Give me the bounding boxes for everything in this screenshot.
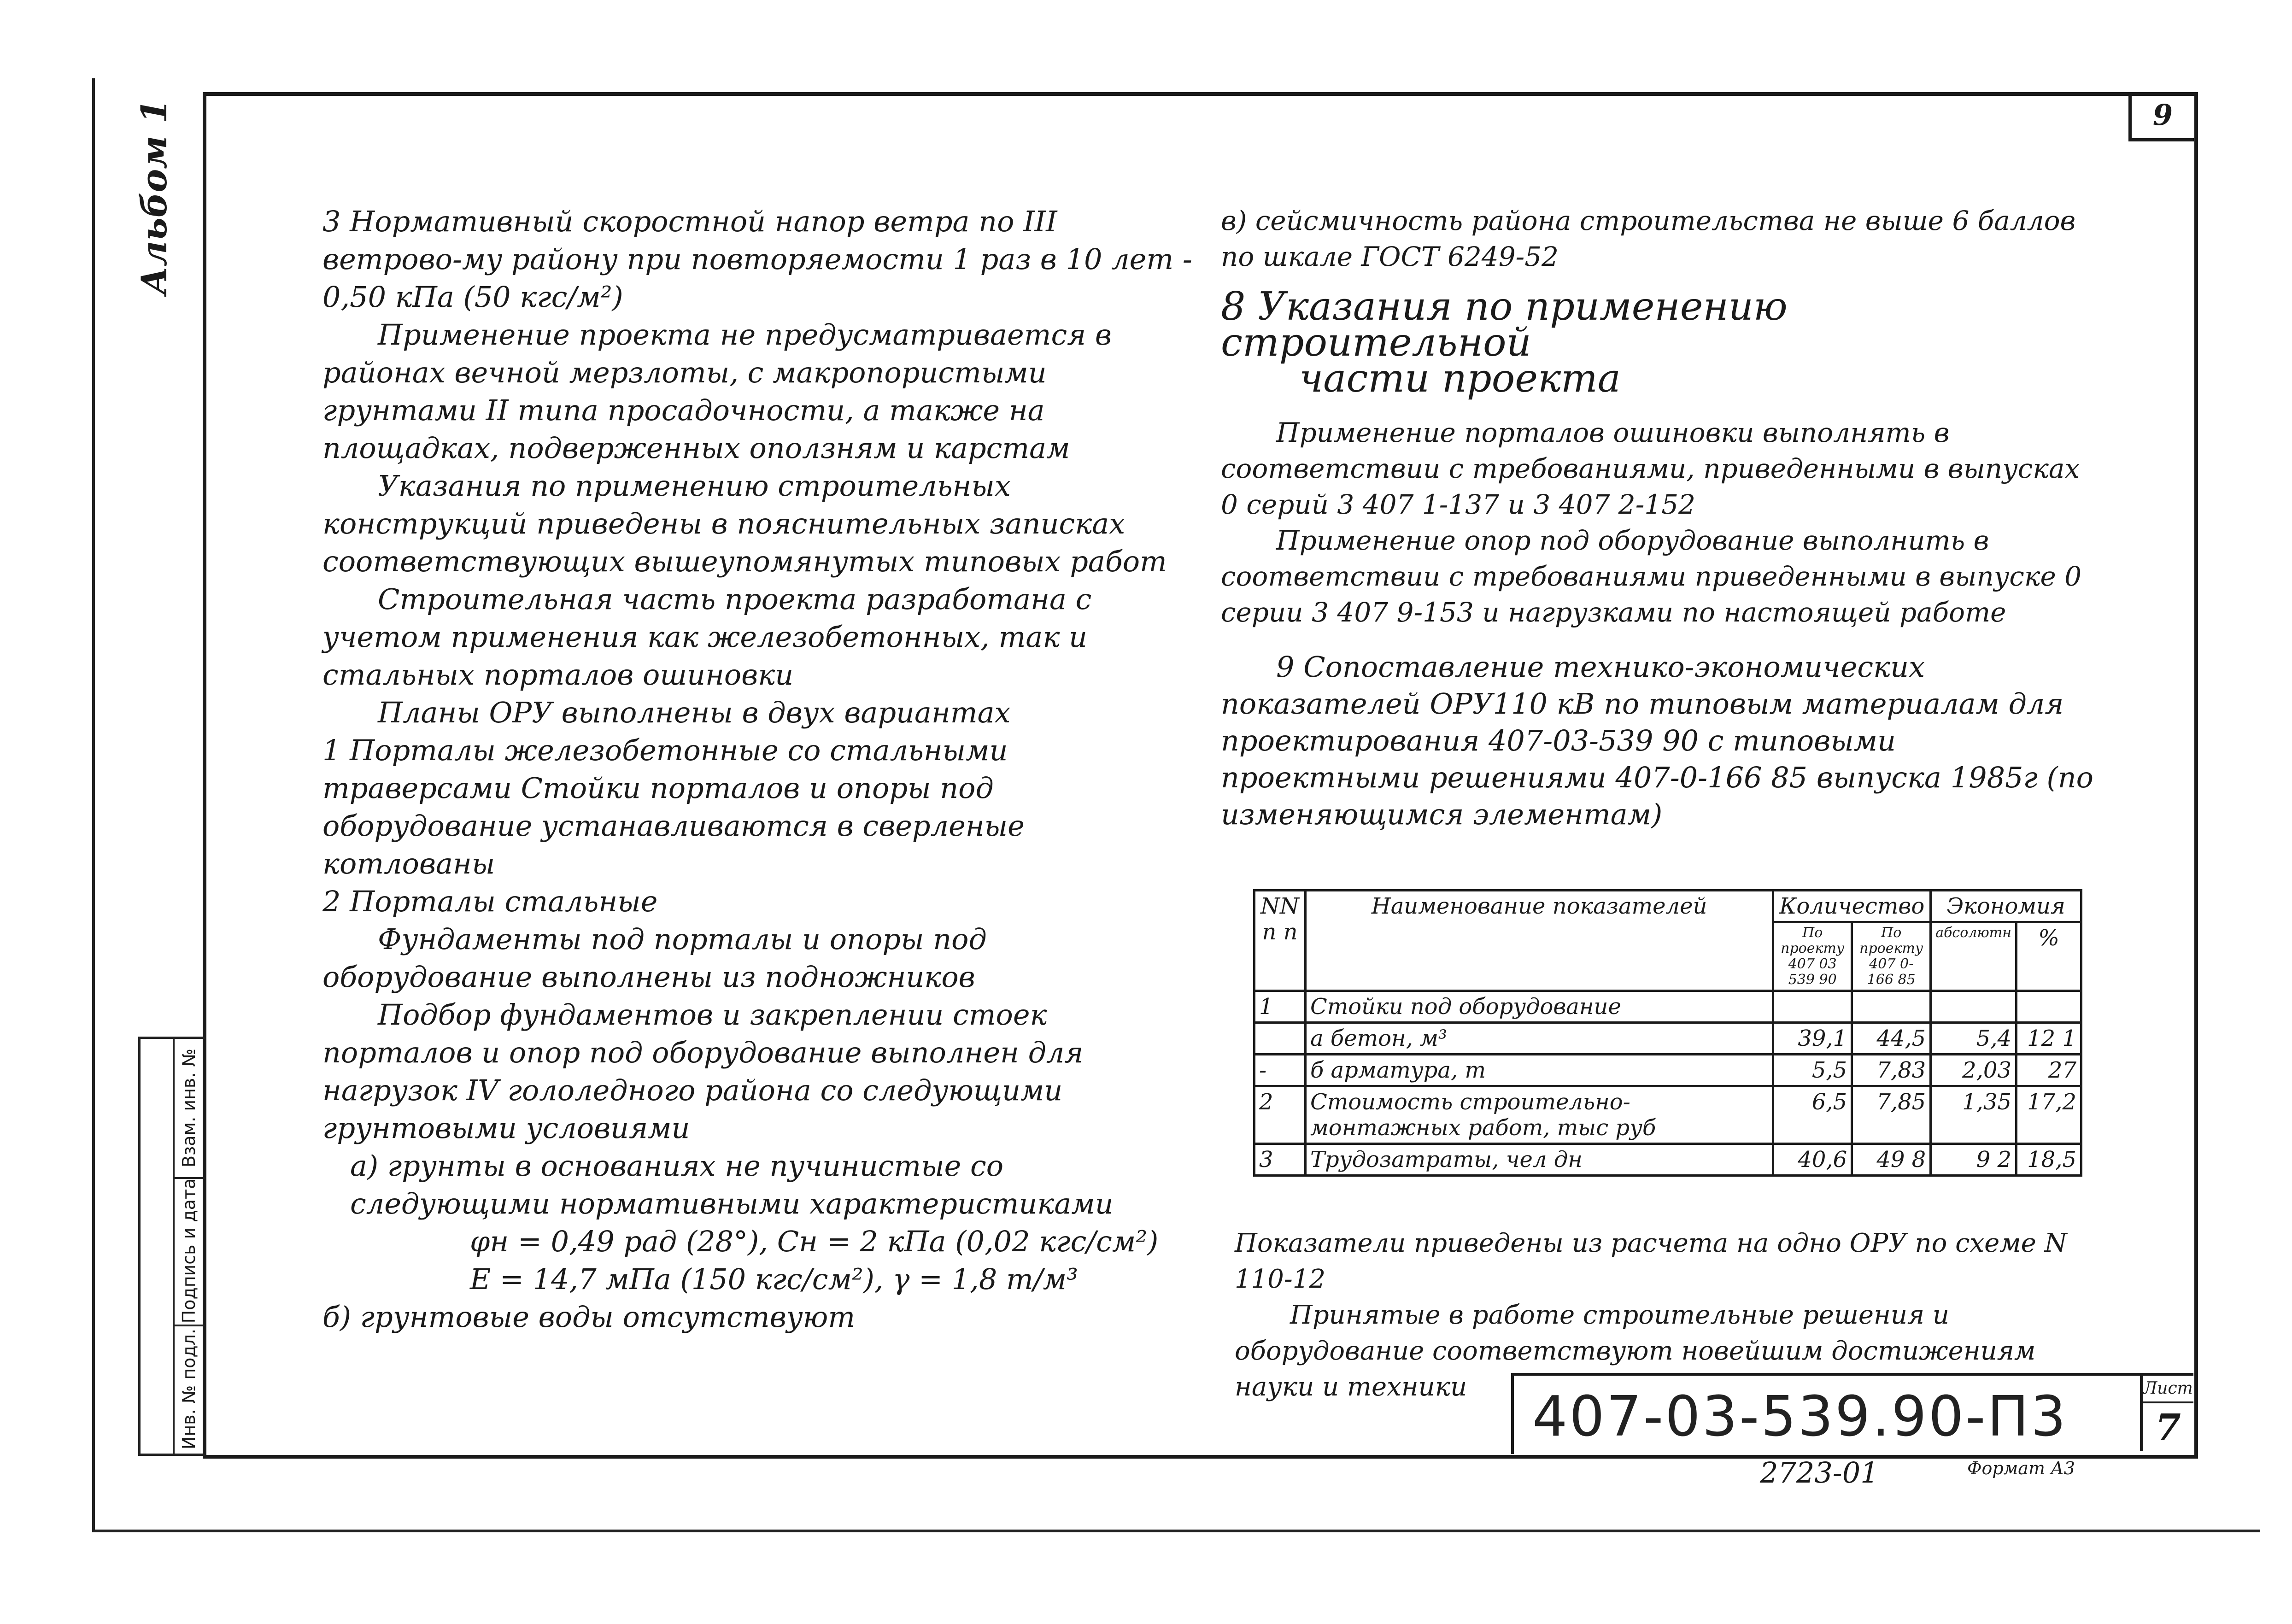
row-qty-project-1: 6,5 <box>1773 1086 1852 1144</box>
album-label: Альбом 1 <box>134 99 175 295</box>
table-header-nn: NN п п <box>1254 891 1306 991</box>
row-name: Стоимость строительно-монтажных работ, тыс руб <box>1306 1086 1773 1144</box>
section-8-title-cont: части проекта <box>1299 356 1621 401</box>
paragraph: б) грунтовые воды отсутствуют <box>322 1300 856 1334</box>
table-row <box>1254 1086 2081 1144</box>
stamp-cell <box>173 1177 205 1326</box>
sheet-cell <box>2140 1376 2193 1451</box>
paragraph: Фундаменты под порталы и опоры под оборудование выполнены из подножников <box>322 922 987 994</box>
stamp-label: Инв. № подл. <box>179 1328 199 1450</box>
format-label: Формат А3 <box>1967 1458 2075 1478</box>
table-header-percent: % <box>2016 922 2081 991</box>
indicators-table <box>1253 889 2082 1177</box>
row-qty-project-2: 7,85 <box>1852 1086 1931 1144</box>
row-qty-project-2 <box>1852 991 1931 1023</box>
paragraph: 3 Нормативный скоростной напор ветра по III ветрово-му району при повторяемости 1 раз в 10 лет - 0,50 кПа (50 кгс/м²) <box>322 205 1192 314</box>
paragraph: а) грунты в основаниях не пучинистые со следующими нормативными характеристиками <box>350 1149 1114 1220</box>
table-header-absolute: абсолютн <box>1931 922 2016 991</box>
formula-line: φн = 0,49 рад (28°), Сн = 2 кПа (0,02 кгс/см²) <box>470 1225 1159 1258</box>
left-text-column <box>322 203 1198 1336</box>
row-number: 2 <box>1254 1086 1306 1144</box>
table-header-project-1: По проекту 407 03 539 90 <box>1773 922 1852 991</box>
side-stamp <box>138 1037 205 1456</box>
top-sheet-number: 9 <box>2128 92 2194 141</box>
row-economy-pct: 27 <box>2016 1055 2081 1086</box>
right-text-column <box>1221 203 2096 833</box>
section-9-title: 9 Сопоставление технико-экономических показателей ОРУ110 кВ по типовым материалам для проектирования 407-03-539 90 с типовыми проектными решениями 407-0-166 85 выпуска 1985г (по изменяющимся элементам) <box>1221 650 2093 831</box>
row-qty-project-1: 39,1 <box>1773 1023 1852 1055</box>
table-header-economy: Экономия <box>1931 891 2081 922</box>
paragraph: Применение проекта не предусматривается в районах вечной мерзлоты, с макропористыми грунтами II типа просадочности, а также на площадках, подверженных оползням и карстам <box>322 318 1112 465</box>
table-header-project-2: По проекту 407 0-166 85 <box>1852 922 1931 991</box>
inventory-code: 2723-01 <box>1760 1456 1879 1489</box>
row-number: - <box>1254 1055 1306 1086</box>
row-economy-abs: 9 2 <box>1931 1144 2016 1176</box>
row-name: Стойки под оборудование <box>1306 991 1773 1023</box>
table-row <box>1254 1023 2081 1055</box>
paragraph: 1 Порталы железобетонные со стальными траверсами Стойки порталов и опоры под оборудование устанавливаются в сверленые котлованы <box>322 733 1025 880</box>
row-qty-project-2: 49 8 <box>1852 1144 1931 1176</box>
table-row <box>1254 1144 2081 1176</box>
sheet-value: 7 <box>2155 1406 2181 1449</box>
sheet-label: Лист <box>2143 1376 2193 1403</box>
side-stamp-column <box>141 1039 175 1454</box>
table-header-row <box>1254 891 2081 922</box>
paragraph: Указания по применению строительных конструкций приведены в пояснительных записках соответствующих вышеупомянутых типовых работ <box>322 469 1167 578</box>
row-name: а бетон, м³ <box>1306 1023 1773 1055</box>
row-qty-project-1: 5,5 <box>1773 1055 1852 1086</box>
stamp-cell <box>173 1325 205 1454</box>
document-code: 407-03-539.90-П3 <box>1532 1385 2068 1449</box>
paragraph: 2 Порталы стальные <box>322 885 658 918</box>
paragraph: Применение порталов ошиновки выполнять в соответствии с требованиями, приведенными в выпусках 0 серий 3 407 1-137 и 3 407 2-152 <box>1221 417 2080 520</box>
paragraph: Подбор фундаментов и закреплении стоек порталов и опор под оборудование выполнен для нагрузок IV гололедного района со следующими грунтовыми условиями <box>322 998 1084 1145</box>
row-number <box>1254 1023 1306 1055</box>
row-qty-project-2: 7,83 <box>1852 1055 1931 1086</box>
title-block <box>1511 1373 2193 1454</box>
stamp-label: Взам. инв. № <box>179 1048 199 1168</box>
paragraph: Применение опор под оборудование выполнить в соответствии с требованиями приведенными в выпуске 0 серии 3 407 9-153 и нагрузками по настоящей работе <box>1221 525 2082 628</box>
row-qty-project-2: 44,5 <box>1852 1023 1931 1055</box>
row-name: б арматура, т <box>1306 1055 1773 1086</box>
table-row <box>1254 1055 2081 1086</box>
note-line: Принятые в работе строительные решения и оборудование соответствуют новейшим достижениям науки и техники <box>1235 1300 2036 1402</box>
section-8-title: 8 Указания по применению строительной <box>1221 284 1788 365</box>
row-economy-abs <box>1931 991 2016 1023</box>
table-header-quantity: Количество <box>1773 891 1931 922</box>
paragraph: Планы ОРУ выполнены в двух вариантах <box>378 696 1011 729</box>
formula-line: Е = 14,7 мПа (150 кгс/см²), γ = 1,8 т/м³ <box>470 1262 1078 1296</box>
row-economy-pct: 12 1 <box>2016 1023 2081 1055</box>
row-economy-pct: 17,2 <box>2016 1086 2081 1144</box>
row-economy-pct <box>2016 991 2081 1023</box>
stamp-label: Подпись и дата <box>179 1178 199 1324</box>
row-qty-project-1: 40,6 <box>1773 1144 1852 1176</box>
row-economy-abs: 5,4 <box>1931 1023 2016 1055</box>
paragraph: Строительная часть проекта разработана с учетом применения как железобетонных, так и стальных порталов ошиновки <box>322 582 1092 692</box>
row-number: 1 <box>1254 991 1306 1023</box>
row-number: 3 <box>1254 1144 1306 1176</box>
row-economy-abs: 2,03 <box>1931 1055 2016 1086</box>
row-qty-project-1 <box>1773 991 1852 1023</box>
stamp-cell <box>173 1039 205 1179</box>
row-economy-abs: 1,35 <box>1931 1086 2016 1144</box>
row-name: Трудозатраты, чел дн <box>1306 1144 1773 1176</box>
table-header-name: Наименование показателей <box>1306 891 1773 991</box>
row-economy-pct: 18,5 <box>2016 1144 2081 1176</box>
note-line: Показатели приведены из расчета на одно ОРУ по схеме N 110-12 <box>1235 1228 2067 1294</box>
paragraph: в) сейсмичность района строительства не выше 6 баллов по шкале ГОСТ 6249-52 <box>1221 205 2076 272</box>
table-row <box>1254 991 2081 1023</box>
